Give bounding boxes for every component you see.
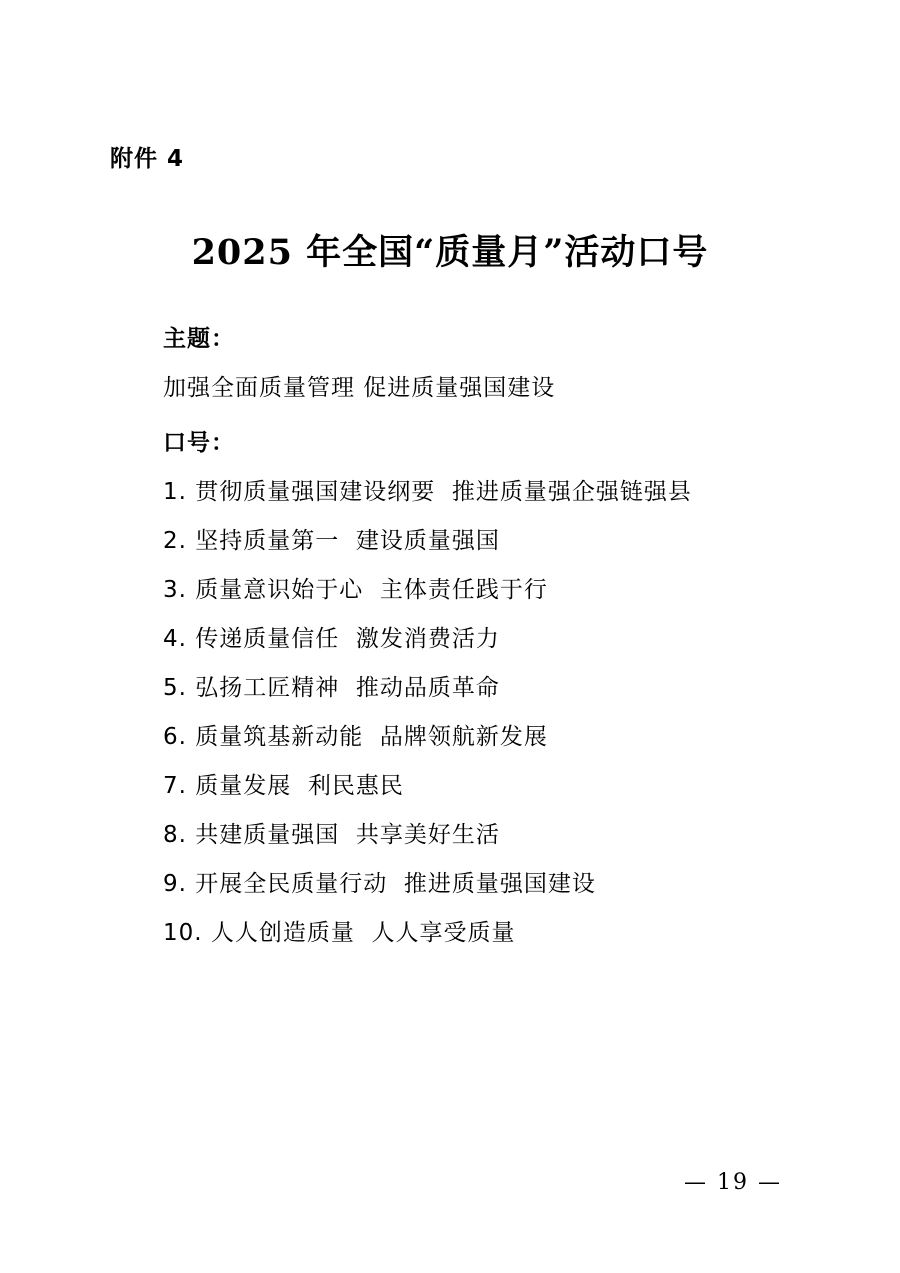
- list-item: 9. 开展全民质量行动 推进质量强国建设: [163, 871, 596, 897]
- list-item: 6. 质量筑基新动能 品牌领航新发展: [163, 724, 548, 750]
- list-item: 1. 贯彻质量强国建设纲要 推进质量强企强链强县: [163, 479, 692, 505]
- page-number: — 19 —: [684, 1170, 782, 1195]
- slogan-list: [163, 473, 763, 947]
- page-title: 2025 年全国“质量月”活动口号: [191, 232, 709, 273]
- list-item: 5. 弘扬工匠精神 推动品质革命: [163, 675, 500, 701]
- theme-text: 加强全面质量管理 促进质量强国建设: [163, 375, 556, 401]
- list-item: 2. 坚持质量第一 建设质量强国: [163, 528, 500, 554]
- list-item: 3. 质量意识始于心 主体责任践于行: [163, 577, 548, 603]
- attachment-label: 附件 4: [110, 146, 185, 172]
- theme-heading: 主题：: [163, 326, 235, 352]
- document-body: [163, 320, 763, 963]
- list-item: 4. 传递质量信任 激发消费活力: [163, 626, 500, 652]
- list-item: 7. 质量发展 利民惠民: [163, 773, 404, 799]
- list-item: 8. 共建质量强国 共享美好生活: [163, 822, 500, 848]
- slogans-heading: 口号：: [163, 430, 235, 456]
- list-item: 10. 人人创造质量 人人享受质量: [163, 920, 516, 946]
